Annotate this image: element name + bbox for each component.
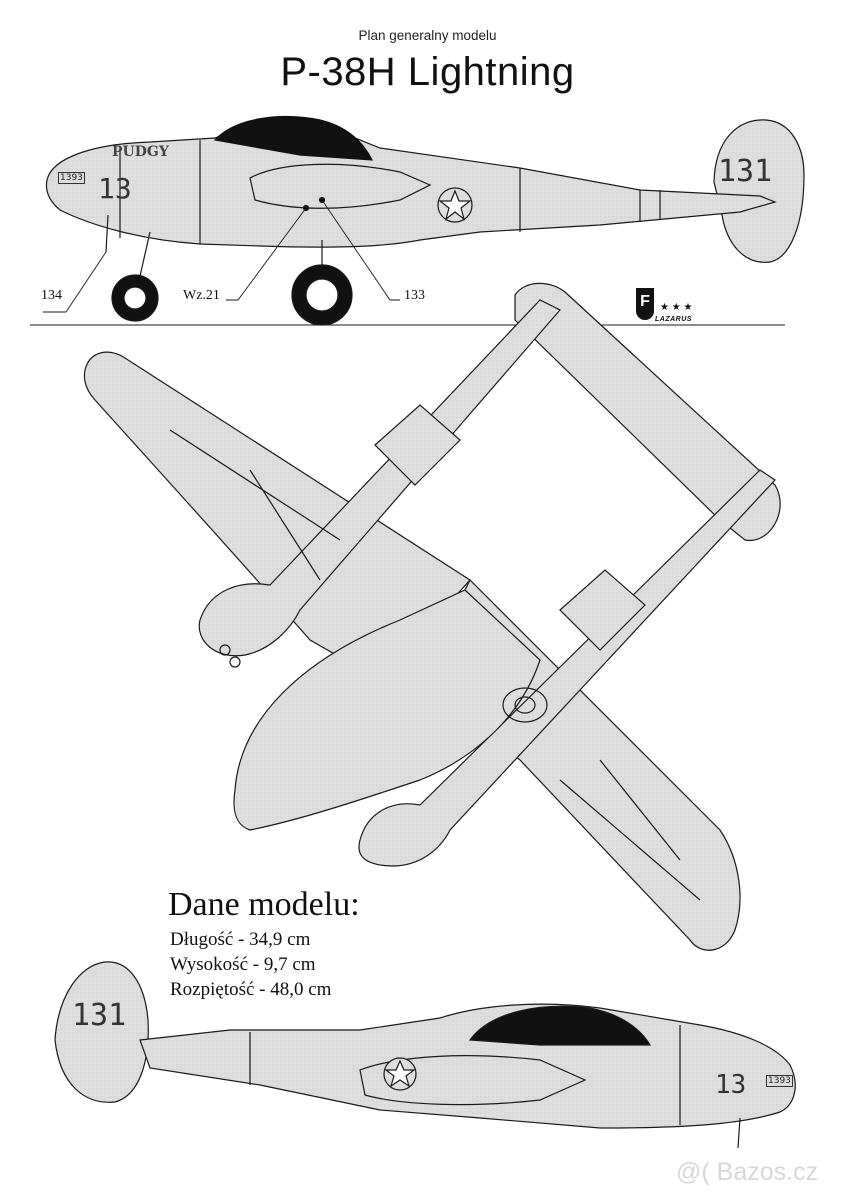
lazarus-logo-text: LAZARUS bbox=[655, 316, 692, 323]
callout-wz21: Wz.21 bbox=[183, 288, 220, 303]
nose-serial-bottom: 1393 bbox=[768, 1076, 791, 1086]
spec-length: Długość - 34,9 cm bbox=[170, 929, 311, 950]
nose-number-top: 13 bbox=[98, 172, 132, 205]
callout-134: 134 bbox=[41, 288, 62, 303]
page-subtitle: Plan generalny modelu bbox=[358, 28, 497, 43]
side-view-bottom bbox=[55, 962, 795, 1148]
watermark: @( Bazos.cz bbox=[676, 1158, 819, 1186]
nacelle-lower bbox=[560, 570, 645, 650]
tail-fin bbox=[714, 120, 804, 262]
nose-number-bottom: 13 bbox=[715, 1070, 747, 1100]
callout-133: 133 bbox=[404, 288, 425, 303]
nose-serial-top: 1393 bbox=[60, 173, 83, 183]
specs-heading: Dane modelu: bbox=[168, 886, 360, 923]
spec-span: Rozpiętość - 48,0 cm bbox=[170, 979, 332, 1000]
nose-art-top: PUDGY bbox=[112, 144, 169, 160]
spec-height: Wysokość - 9,7 cm bbox=[170, 954, 316, 975]
page-title: P-38H Lightning bbox=[280, 50, 575, 94]
lazarus-logo-mark: F bbox=[636, 288, 654, 320]
plan-view bbox=[84, 283, 780, 950]
fuselage-bottom bbox=[140, 1004, 795, 1128]
tail-number-bottom: 131 bbox=[72, 998, 127, 1033]
tail-number-top: 131 bbox=[718, 154, 773, 189]
logo-stars-icon: ★ ★ ★ bbox=[660, 302, 693, 313]
